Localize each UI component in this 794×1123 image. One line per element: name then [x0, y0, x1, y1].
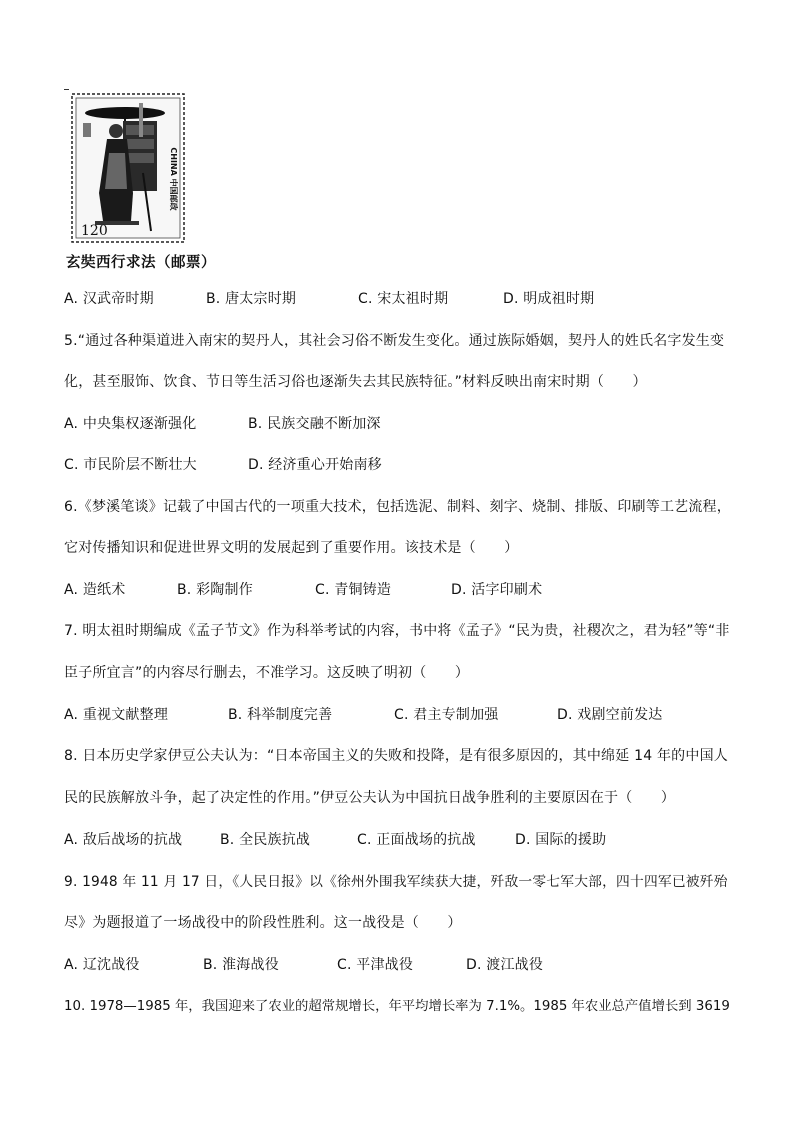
q6-option-c[interactable]: C. 青铜铸造	[315, 582, 392, 598]
q6-option-a[interactable]: A. 造纸术	[64, 582, 126, 598]
q5-options-row2	[64, 454, 382, 474]
q6-option-b[interactable]: B. 彩陶制作	[177, 582, 253, 598]
q7-option-b[interactable]: B. 科举制度完善	[228, 707, 333, 723]
q8-option-b[interactable]: B. 全民族抗战	[220, 832, 311, 848]
stamp-caption: 玄奘西行求法（邮票）	[66, 255, 216, 271]
q4-option-d[interactable]: D. 明成祖时期	[503, 291, 595, 307]
q9-stem-line1: 9. 1948 年 11 月 17 日，《人民日报》以《徐州外围我军续获大捷，歼敌一零七军大部，四十四军已被歼殆	[64, 874, 728, 890]
q5-option-b[interactable]: B. 民族交融不断加深	[248, 416, 381, 432]
q7-option-a[interactable]: A. 重视文献整理	[64, 707, 169, 723]
q4-option-a[interactable]: A. 汉武帝时期	[64, 291, 154, 307]
q8-stem-line1: 8. 日本历史学家伊豆公夫认为：“日本帝国主义的失败和投降，是有很多原因的，其中绵延 14 年的中国人	[64, 748, 728, 764]
scan-mark	[64, 89, 69, 90]
q5-stem-line2: 化，甚至服饰、饮食、节日等生活习俗也逐渐失去其民族特征。”材料反映出南宋时期（ ）	[64, 374, 647, 390]
q7-stem-line1: 7. 明太祖时期编成《孟子节文》作为科举考试的内容，书中将《孟子》“民为贵，社稷次之，君为轻”等“非	[64, 623, 730, 639]
q6-stem-line1: 6.《梦溪笔谈》记载了中国古代的一项重大技术，包括选泥、制料、刻字、烧制、排版、印刷等工艺流程，	[64, 499, 731, 515]
q9-option-d[interactable]: D. 渡江战役	[466, 957, 544, 973]
q5-options-row1	[64, 413, 381, 433]
xuanzang-stamp-image	[71, 93, 185, 243]
q9-stem-line2: 尽》为题报道了一场战役中的阶段性胜利。这一战役是（ ）	[64, 915, 462, 931]
q9-option-a[interactable]: A. 辽沈战役	[64, 957, 140, 973]
q7-option-d[interactable]: D. 戏剧空前发达	[557, 707, 663, 723]
stamp-denomination: 120	[81, 223, 108, 239]
q10-stem-line1: 10. 1978—1985 年，我国迎来了农业的超常规增长，年平均增长率为 7.1%。1985 年农业总产值增长到 3619	[64, 999, 730, 1014]
q5-option-a[interactable]: A. 中央集权逐渐强化	[64, 416, 197, 432]
stamp-country-text: CHINA 中国邮政	[169, 147, 178, 211]
q8-option-c[interactable]: C. 正面战场的抗战	[357, 832, 476, 848]
q4-options-row	[64, 288, 594, 308]
q8-stem-line2: 民的民族解放斗争，起了决定性的作用。”伊豆公夫认为中国抗日战争胜利的主要原因在于（ ）	[64, 790, 676, 806]
q6-stem-line2: 它对传播知识和促进世界文明的发展起到了重要作用。该技术是（ ）	[64, 540, 519, 556]
q5-stem-line1: 5.“通过各种渠道进入南宋的契丹人，其社会习俗不断发生变化。通过族际婚姻，契丹人的姓氏名字发生变	[64, 333, 725, 349]
q5-option-c[interactable]: C. 市民阶层不断壮大	[64, 457, 197, 473]
q9-option-c[interactable]: C. 平津战役	[337, 957, 414, 973]
q6-option-d[interactable]: D. 活字印刷术	[451, 582, 543, 598]
q4-option-b[interactable]: B. 唐太宗时期	[206, 291, 297, 307]
q7-option-c[interactable]: C. 君主专制加强	[394, 707, 499, 723]
q7-options-row	[64, 704, 662, 724]
q8-option-d[interactable]: D. 国际的援助	[515, 832, 607, 848]
q4-option-c[interactable]: C. 宋太祖时期	[358, 291, 449, 307]
q5-option-d[interactable]: D. 经济重心开始南移	[248, 457, 382, 473]
q9-option-b[interactable]: B. 淮海战役	[203, 957, 279, 973]
q6-options-row	[64, 579, 542, 599]
q9-options-row	[64, 954, 543, 974]
q8-options-row	[64, 829, 606, 849]
q7-stem-line2: 臣子所宜言”的内容尽行删去，不准学习。这反映了明初（ ）	[64, 665, 470, 681]
q8-option-a[interactable]: A. 敌后战场的抗战	[64, 832, 183, 848]
